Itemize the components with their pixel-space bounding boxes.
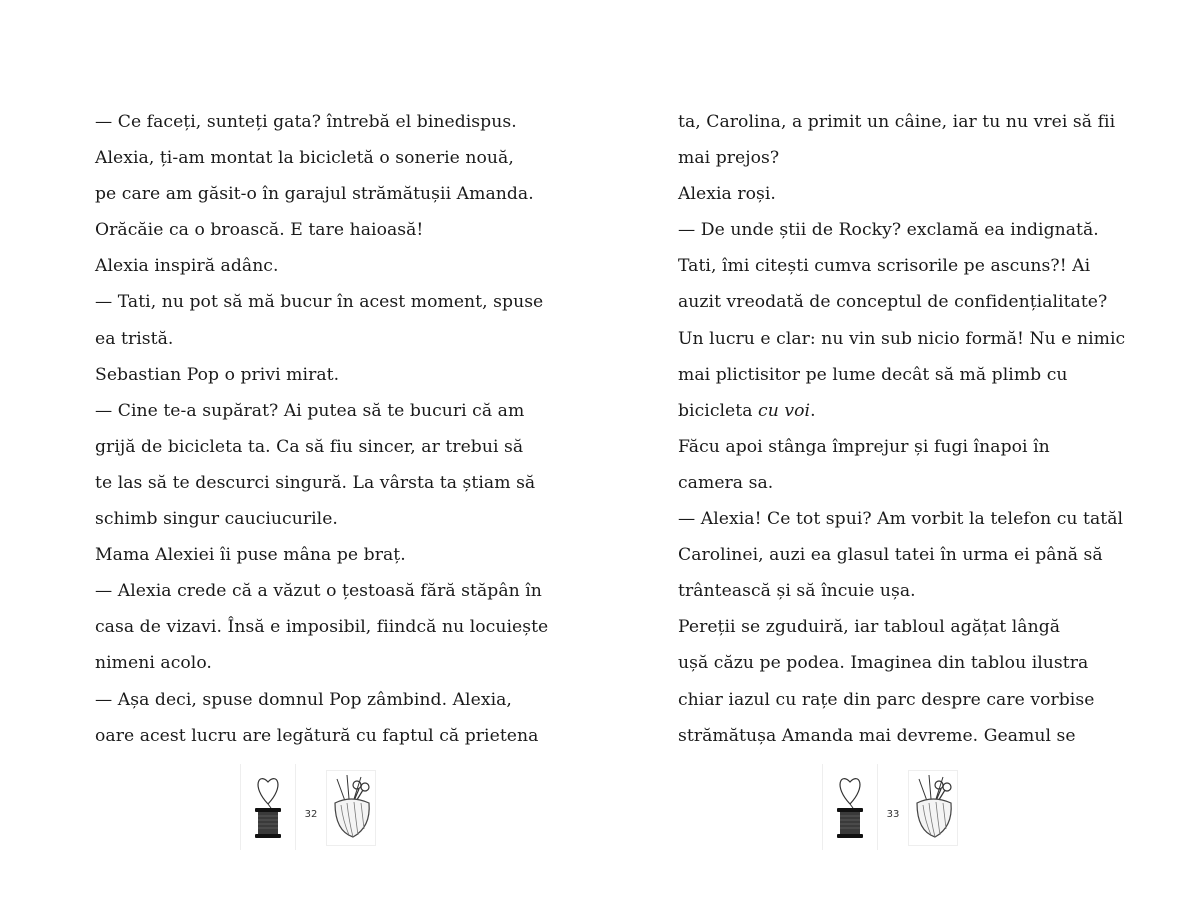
text-line: Pereții se zguduiră, iar tabloul agățat lângă — [678, 617, 1061, 638]
text-line: chiar iazul cu rațe din parc despre care vorbise — [678, 689, 1095, 710]
thread-spool-heart-icon — [240, 764, 296, 850]
text-line: ea tristă. — [95, 328, 174, 349]
text-line: — Tati, nu pot să mă bucur în acest moment, spuse — [95, 292, 544, 313]
right-page-footer — [822, 764, 958, 852]
text-line: Tati, îmi citești cumva scrisorile pe ascuns?! Ai — [678, 256, 1091, 277]
text-line: — Cine te-a supărat? Ai putea să te bucuri că am — [95, 400, 525, 421]
text-line: casa de vizavi. Însă e imposibil, fiindcă nu locuiește — [95, 617, 549, 638]
text-line: Orăcăie ca o broască. E tare haioasă! — [95, 220, 424, 241]
text-line: Un lucru e clar: nu vin sub nicio formă! Nu e nimic — [678, 328, 1126, 349]
text-line: strămătușa Amanda mai devreme. Geamul se — [678, 725, 1076, 746]
text-line: — Alexia! Ce tot spui? Am vorbit la telefon cu tatăl — [678, 509, 1124, 530]
text-line: auzit vreodată de conceptul de confidențialitate? — [678, 292, 1108, 313]
text-line: trântească și să încuie ușa. — [678, 581, 916, 602]
text-line: te las să te descurci singură. La vârsta ta știam să — [95, 472, 536, 493]
text-line: Alexia inspiră adânc. — [95, 256, 279, 277]
text-line: ușă căzu pe podea. Imaginea din tablou ilustra — [678, 653, 1089, 674]
italic-emphasis: cu voi — [758, 400, 811, 421]
text-line: Mama Alexiei îi puse mâna pe braț. — [95, 545, 406, 566]
text-line: Alexia, ți-am montat la bicicletă o sonerie nouă, — [95, 148, 514, 169]
pincushion-scissors-icon — [908, 770, 958, 846]
text-line: — De unde știi de Rocky? exclamă ea indignată. — [678, 220, 1099, 241]
text-line: grijă de bicicleta ta. Ca să fiu sincer, ar trebui să — [95, 436, 524, 457]
text-line: Făcu apoi stânga împrejur și fugi înapoi în — [678, 436, 1050, 457]
page-number: 32 — [304, 809, 318, 820]
text-line: nimeni acolo. — [95, 653, 212, 674]
text-line: — Alexia crede că a văzut o țestoasă fără stăpân în — [95, 581, 542, 602]
text-line: oare acest lucru are legătură cu faptul că prietena — [95, 725, 539, 746]
thread-spool-heart-icon — [822, 764, 878, 850]
text-line: camera sa. — [678, 472, 774, 493]
text-line: — Așa deci, spuse domnul Pop zâmbind. Alexia, — [95, 689, 512, 710]
right-page-text — [678, 104, 1126, 754]
text-line: Sebastian Pop o privi mirat. — [95, 364, 340, 385]
text-line: ta, Carolina, a primit un câine, iar tu nu vrei să fii — [678, 112, 1116, 132]
text-line: mai prejos? — [678, 148, 780, 169]
text-span: . — [810, 400, 816, 421]
left-page-text — [95, 104, 549, 754]
text-line: mai plictisitor pe lume decât să mă plimb cu — [678, 364, 1068, 385]
text-line: Carolinei, auzi ea glasul tatei în urma ei până să — [678, 545, 1103, 566]
text-span: bicicleta — [678, 400, 759, 421]
text-line: schimb singur cauciucurile. — [95, 509, 338, 530]
page-number: 33 — [886, 809, 900, 820]
text-line — [678, 393, 1118, 429]
left-page-footer — [240, 764, 376, 852]
text-line: pe care am găsit-o în garajul strămătușii Amanda. — [95, 184, 534, 205]
text-line: Alexia roși. — [678, 184, 776, 205]
pincushion-scissors-icon — [326, 770, 376, 846]
text-line: — Ce faceți, sunteți gata? întrebă el binedispus. — [95, 112, 517, 132]
